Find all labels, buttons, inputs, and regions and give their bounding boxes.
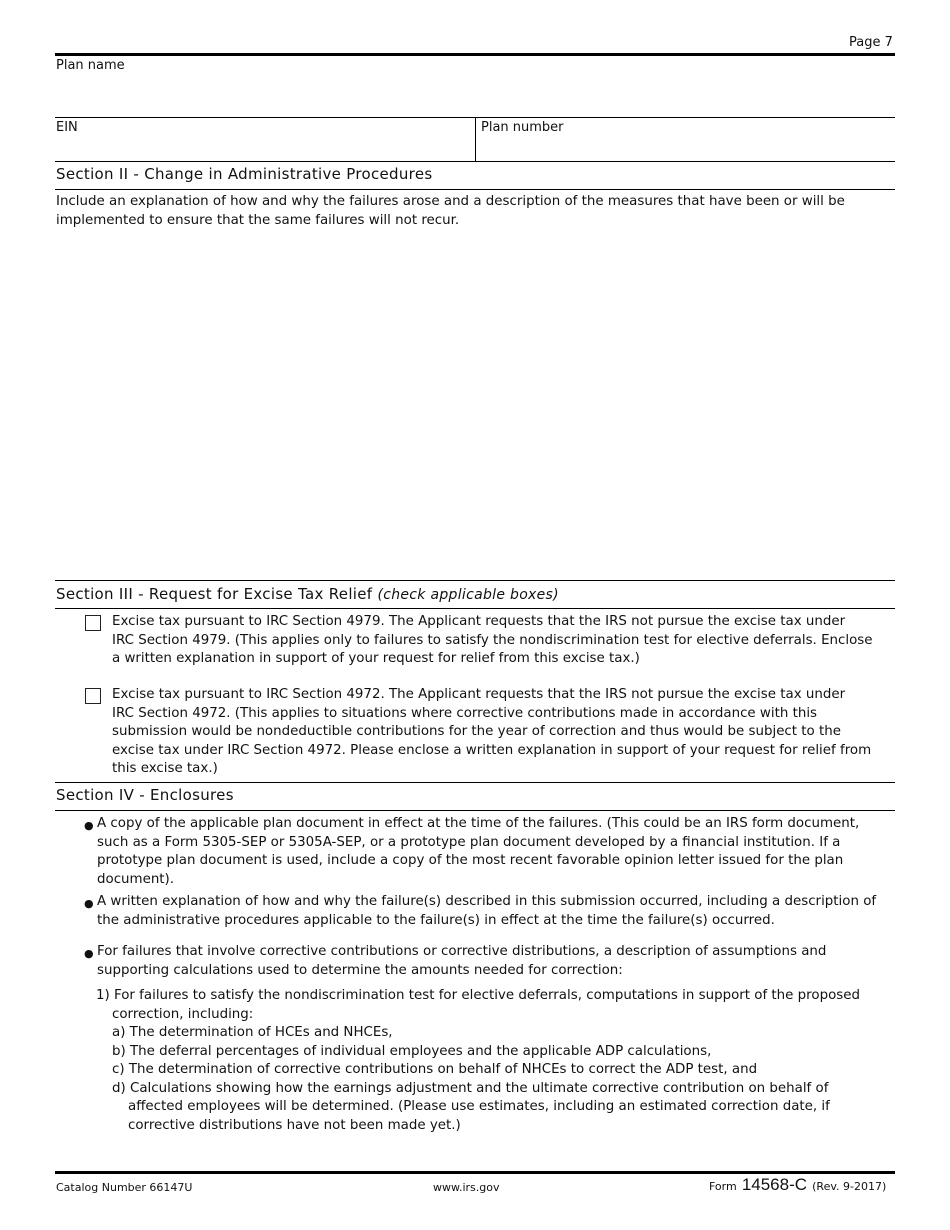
text-line: affected employees will be determined. (Please use estimates, including an estimated correction date, if — [128, 1099, 830, 1114]
text-line: A copy of the applicable plan document in effect at the time of the failures. (This could be an IRS form document, — [97, 816, 860, 831]
bullet-icon: ● — [84, 947, 94, 960]
text-line: this excise tax.) — [112, 761, 218, 776]
text-line: a written explanation in support of your request for relief from this excise tax.) — [112, 651, 640, 666]
text-line: 1) For failures to satisfy the nondiscrimination test for elective deferrals, computations in support of the proposed — [96, 988, 860, 1003]
top-rule — [55, 53, 895, 56]
rule — [55, 189, 895, 190]
rule — [55, 161, 895, 162]
catalog-number: Catalog Number 66147U — [56, 1181, 193, 1194]
text-line: Excise tax pursuant to IRC Section 4972. The Applicant requests that the IRS not pursue the excise tax under — [112, 687, 846, 702]
instruction-line: implemented to ensure that the same failures will not recur. — [56, 212, 460, 228]
field-divider — [475, 117, 476, 161]
enclosure-item — [97, 893, 897, 930]
text-line: such as a Form 5305-SEP or 5305A-SEP, or a prototype plan document developed by a financial institution. If a — [97, 834, 841, 850]
text-line: A written explanation of how and why the failure(s) described in this submission occurred, including a description of — [97, 894, 877, 909]
excise-4972-text — [112, 686, 902, 779]
text-line: prototype plan document is used, include a copy of the most recent favorable opinion letter issued for the plan — [97, 853, 844, 868]
text-line: a) The determination of HCEs and NHCEs, — [112, 1025, 393, 1040]
ein-label: EIN — [56, 120, 78, 135]
form-revision: (Rev. 9-2017) — [812, 1180, 887, 1193]
plan-name-field[interactable] — [55, 70, 895, 116]
rule — [55, 608, 895, 609]
excise-4972-checkbox[interactable] — [85, 688, 101, 704]
text-line: correction, including: — [112, 1006, 254, 1022]
section-ii-instructions — [56, 193, 896, 230]
text-line: IRC Section 4972. (This applies to situations where corrective contributions made in accordance with this — [112, 705, 818, 721]
excise-4979-text — [112, 613, 902, 669]
page-number: Page 7 — [849, 35, 893, 50]
form-number: 14568-C — [741, 1175, 808, 1194]
enclosure-item — [97, 943, 897, 980]
section-ii-explanation-field[interactable] — [55, 235, 895, 575]
enclosure-subitem — [96, 987, 896, 1135]
text-line: Excise tax pursuant to IRC Section 4979. The Applicant requests that the IRS not pursue the excise tax under — [112, 614, 846, 629]
section-iv-title: Section IV - Enclosures — [56, 786, 234, 804]
excise-4979-checkbox[interactable] — [85, 615, 101, 631]
plan-number-field[interactable] — [477, 132, 894, 160]
section-iii-title-note: (check applicable boxes) — [377, 587, 559, 603]
bottom-rule — [55, 1171, 895, 1174]
bullet-icon: ● — [84, 897, 94, 910]
text-line: excise tax under IRC Section 4972. Please enclose a written explanation in support of your request for relief from — [112, 742, 872, 758]
ein-field[interactable] — [55, 132, 473, 160]
text-line: b) The deferral percentages of individual employees and the applicable ADP calculations, — [112, 1043, 712, 1059]
plan-number-label: Plan number — [481, 120, 564, 135]
rule — [55, 782, 895, 783]
form-prefix: Form — [709, 1180, 737, 1193]
text-line: submission would be nondeductible contributions for the year of correction and thus would be subject to the — [112, 724, 841, 739]
form-id — [709, 1175, 886, 1195]
text-line: d) Calculations showing how the earnings adjustment and the ultimate corrective contribution on behalf of — [112, 1080, 829, 1096]
text-line: IRC Section 4979. (This applies only to failures to satisfy the nondiscrimination test for elective deferrals. Enclose — [112, 632, 873, 648]
rule — [55, 580, 895, 581]
section-ii-title: Section II - Change in Administrative Procedures — [56, 165, 433, 183]
enclosure-item — [97, 815, 897, 889]
text-line: c) The determination of corrective contributions on behalf of NHCEs to correct the ADP test, and — [112, 1062, 758, 1077]
text-line: document). — [97, 871, 175, 887]
section-iii-title — [56, 585, 559, 603]
text-line: the administrative procedures applicable to the failure(s) in effect at the time the failure(s) occurred. — [97, 912, 775, 928]
website: www.irs.gov — [433, 1181, 500, 1194]
section-iii-title-text: Section III - Request for Excise Tax Relief — [56, 585, 373, 603]
text-line: supporting calculations used to determine the amounts needed for correction: — [97, 962, 623, 978]
rule — [55, 810, 895, 811]
instruction-line: Include an explanation of how and why the failures arose and a description of the measures that have been or will be — [56, 194, 845, 209]
plan-name-label: Plan name — [56, 58, 125, 73]
text-line: For failures that involve corrective contributions or corrective distributions, a description of assumptions and — [97, 944, 827, 959]
bullet-icon: ● — [84, 819, 94, 832]
text-line: corrective distributions have not been made yet.) — [128, 1117, 461, 1133]
